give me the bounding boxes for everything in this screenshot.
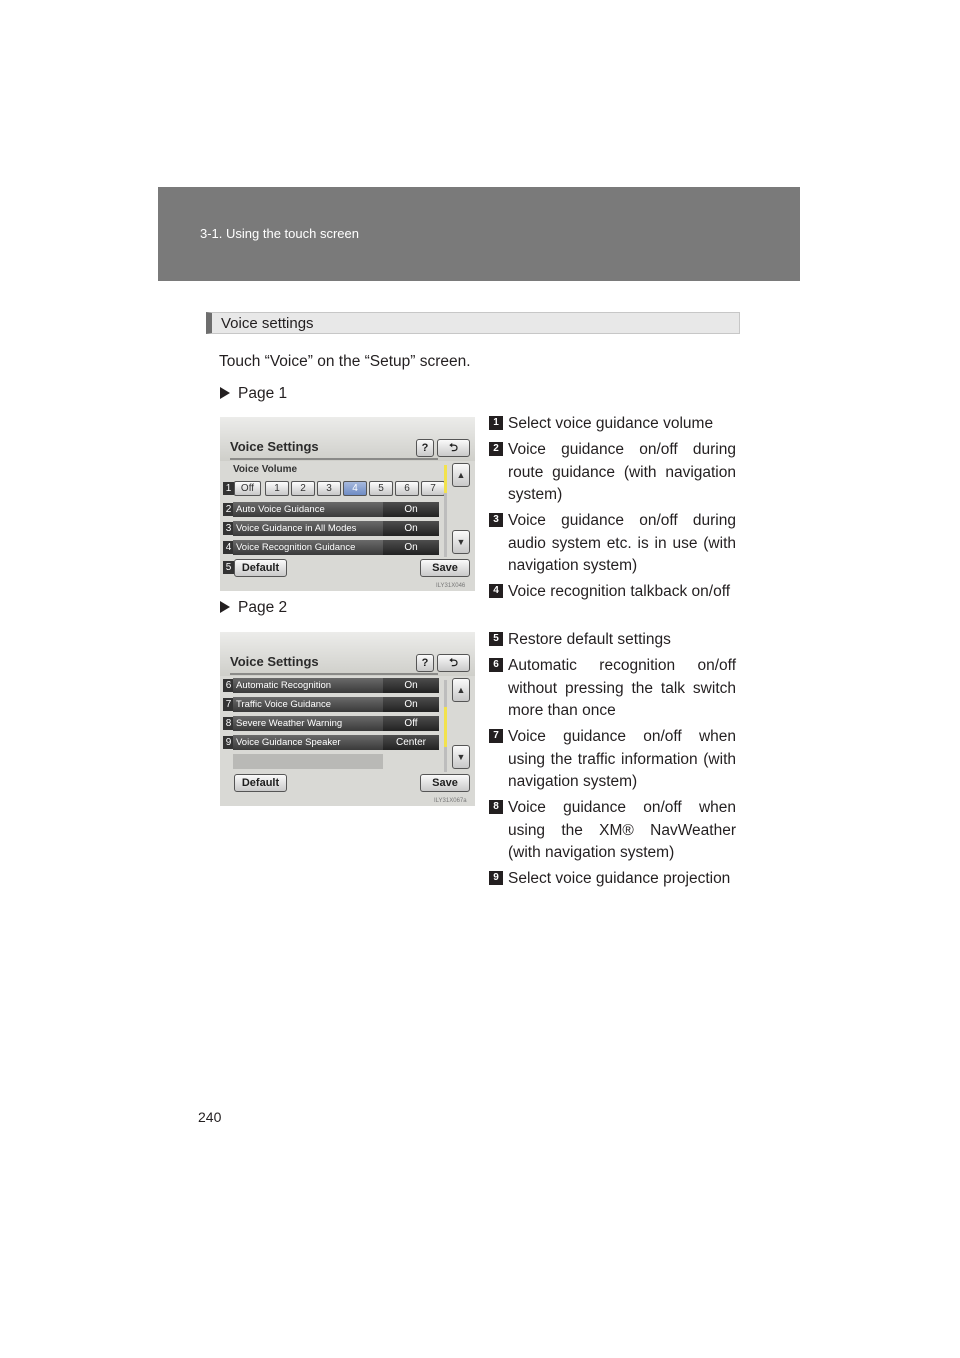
back-button[interactable]: ⮌	[437, 654, 470, 672]
triangle-bullet-icon	[220, 601, 230, 613]
voice-guidance-speaker-row[interactable]: Voice Guidance Speaker	[233, 735, 383, 750]
legend-text: Automatic recognition on/off without pressing the talk switch more than once	[508, 657, 736, 719]
volume-label: Voice Volume	[233, 464, 298, 475]
callout-1: 1	[223, 482, 234, 495]
voice-guidance-all-modes-row[interactable]: Voice Guidance in All Modes	[233, 521, 383, 536]
volume-5-button[interactable]: 5	[369, 481, 393, 496]
auto-voice-guidance-row[interactable]: Auto Voice Guidance	[233, 502, 383, 517]
volume-2-button[interactable]: 2	[291, 481, 315, 496]
callout-3: 3	[223, 522, 234, 535]
page2-label-row	[220, 599, 287, 617]
legend-text: Select voice guidance volume	[508, 415, 714, 432]
image-code: ILY31X067a	[434, 798, 467, 804]
back-button[interactable]: ⮌	[437, 439, 470, 457]
scroll-down-button[interactable]: ▼	[452, 745, 470, 769]
scroll-up-button[interactable]: ▲	[452, 678, 470, 702]
page2-label: Page 2	[238, 599, 288, 616]
help-button[interactable]: ?	[416, 439, 434, 457]
chapter-heading: 3-1. Using the touch screen	[200, 226, 359, 241]
voice-guidance-all-modes-value[interactable]: On	[383, 521, 439, 536]
legend-badge: 7	[489, 729, 503, 743]
help-button[interactable]: ?	[416, 654, 434, 672]
volume-7-button[interactable]: 7	[421, 481, 445, 496]
scroll-down-button[interactable]: ▼	[452, 530, 470, 554]
scroll-up-button[interactable]: ▲	[452, 463, 470, 487]
scrollbar-thumb[interactable]	[444, 707, 447, 747]
legend-text: Voice recognition talkback on/off	[508, 583, 731, 600]
section-title: Voice settings	[221, 315, 314, 332]
callout-6: 6	[223, 679, 234, 692]
default-button[interactable]: Default	[234, 774, 287, 792]
legend-text: Select voice guidance projection	[508, 870, 731, 887]
scrollbar-thumb[interactable]	[444, 465, 447, 493]
page-number: 240	[198, 1109, 222, 1125]
automatic-recognition-value[interactable]: On	[383, 678, 439, 693]
legend-text: Voice guidance on/off when using the XM® NavWeather (with navigation system)	[508, 799, 736, 861]
auto-voice-guidance-value[interactable]: On	[383, 502, 439, 517]
callout-9: 9	[223, 736, 234, 749]
callout-4: 4	[223, 541, 234, 554]
legend-text: Voice guidance on/off during route guidance (with navigation system)	[508, 441, 736, 503]
legend-badge: 2	[489, 442, 503, 456]
voice-recognition-guidance-row[interactable]: Voice Recognition Guidance	[233, 540, 383, 555]
automatic-recognition-row[interactable]: Automatic Recognition	[233, 678, 383, 693]
screen-page2	[220, 632, 475, 806]
traffic-voice-guidance-row[interactable]: Traffic Voice Guidance	[233, 697, 383, 712]
volume-off-button[interactable]: Off	[234, 481, 261, 496]
severe-weather-warning-value[interactable]: Off	[383, 716, 439, 731]
page1-label-row	[220, 385, 287, 403]
legend-text: Restore default settings	[508, 631, 671, 648]
legend-text: Voice guidance on/off when using the traffic information (with navigation system)	[508, 728, 736, 790]
screen-title: Voice Settings	[230, 439, 319, 454]
save-button[interactable]: Save	[420, 559, 470, 577]
save-button[interactable]: Save	[420, 774, 470, 792]
callout-2: 2	[223, 503, 234, 516]
callout-8: 8	[223, 717, 234, 730]
callout-5: 5	[223, 561, 234, 574]
volume-1-button[interactable]: 1	[265, 481, 289, 496]
legend-text: Voice guidance on/off during audio system etc. is in use (with navigation system)	[508, 512, 736, 574]
section-title-bar	[206, 312, 740, 334]
empty-row	[233, 754, 383, 769]
screen-page1	[220, 417, 475, 591]
legend-badge: 6	[489, 658, 503, 672]
header-divider	[230, 673, 438, 675]
page1-label: Page 1	[238, 385, 288, 402]
volume-4-button[interactable]: 4	[343, 481, 367, 496]
volume-6-button[interactable]: 6	[395, 481, 419, 496]
triangle-bullet-icon	[220, 387, 230, 399]
legend-badge: 3	[489, 513, 503, 527]
image-code: ILY31X046	[436, 583, 466, 589]
legend-badge: 8	[489, 800, 503, 814]
voice-recognition-guidance-value[interactable]: On	[383, 540, 439, 555]
legend-badge: 9	[489, 871, 503, 885]
legend-badge: 4	[489, 584, 503, 598]
severe-weather-warning-row[interactable]: Severe Weather Warning	[233, 716, 383, 731]
screen-title: Voice Settings	[230, 654, 319, 669]
callout-7: 7	[223, 698, 234, 711]
volume-3-button[interactable]: 3	[317, 481, 341, 496]
traffic-voice-guidance-value[interactable]: On	[383, 697, 439, 712]
intro-text: Touch “Voice” on the “Setup” screen.	[219, 353, 471, 370]
default-button[interactable]: Default	[234, 559, 287, 577]
voice-guidance-speaker-value[interactable]: Center	[383, 735, 439, 750]
legend-badge: 5	[489, 632, 503, 646]
legend-badge: 1	[489, 416, 503, 430]
header-divider	[230, 458, 438, 460]
